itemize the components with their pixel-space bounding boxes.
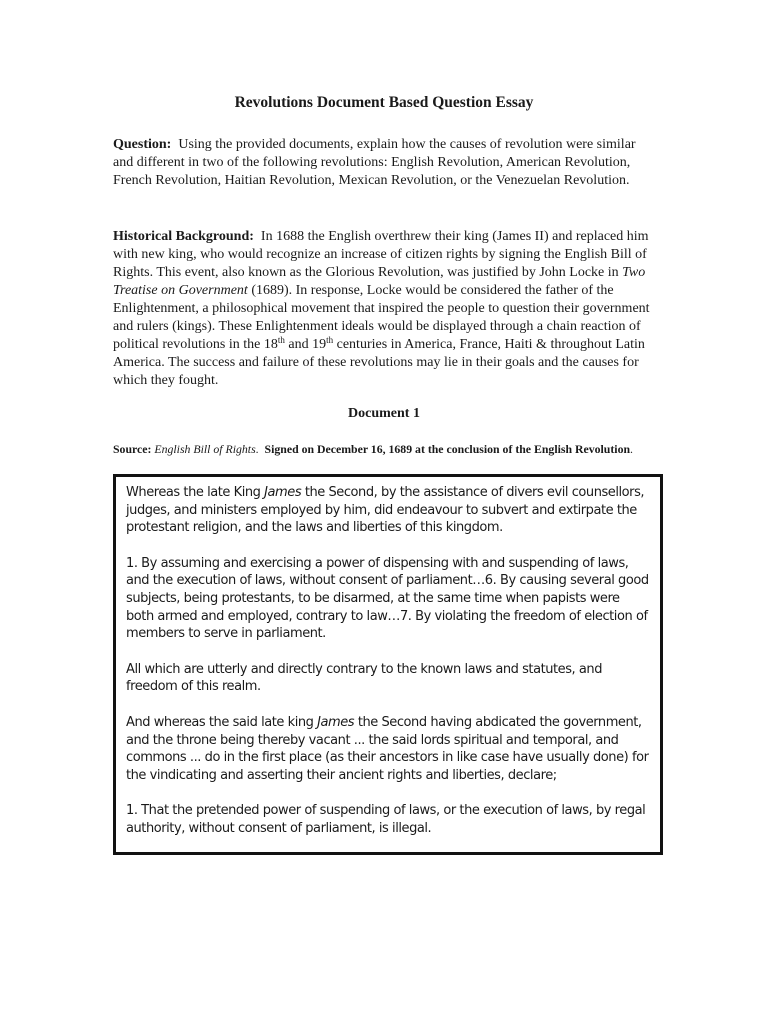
excerpt-p4-text-a: And whereas the said late king — [126, 714, 318, 730]
source-title: English Bill of Rights — [154, 442, 256, 456]
excerpt-paragraph-4 — [126, 714, 650, 784]
document-heading: Document 1 — [348, 406, 420, 421]
excerpt-paragraph-3: All which are utterly and directly contrary to the known laws and statutes, and freedom of this realm. — [126, 661, 603, 695]
background-label: Historical Background: — [113, 229, 254, 244]
document-excerpt-box — [113, 474, 663, 855]
excerpt-p1-name: James — [264, 485, 302, 500]
background-text-2: (1689). In response, Locke would be considered the father of the Enlightenment, a philosophical movement that inspired the people to question their government and rulers (kings). These Enlightenment ideals would be displayed through a chain reaction of political revolutions in the 18 — [113, 283, 650, 352]
background-text-4: centuries in America, France, Haiti & throughout Latin America. The success and failure of these revolutions may lie in their goals and the causes for which they fought. — [113, 337, 645, 388]
background-superscript-1: th — [277, 335, 285, 345]
excerpt-p4-name: James — [317, 714, 355, 730]
question-paragraph — [113, 136, 658, 190]
question-text: Using the provided documents, explain how the causes of revolution were similar and different in two of the following revolutions: English Revolution, American Revolution, French Revolution, Haitian Revolution, Mexican Revolution, or the Venezuelan Revolution. — [113, 137, 636, 188]
background-text-3: and 19 — [284, 337, 327, 352]
background-superscript-2: th — [326, 335, 334, 345]
question-label: Question: — [113, 137, 172, 152]
excerpt-p1-text-a: Whereas the late King — [126, 485, 265, 500]
document-source: Source: English Bill of Rights. Signed on December 16, 1689 at the conclusion of the English Revolution. — [113, 442, 633, 456]
excerpt-paragraph-1 — [126, 484, 650, 537]
excerpt-paragraph-5: 1. That the pretended power of suspending of laws, or the execution of laws, by regal authority, without consent of parliament, is illegal. — [126, 803, 646, 836]
background-text-1: In 1688 the English overthrew their king (James II) and replaced him with new king, who would recognize an increase of citizen rights by signing the English Bill of Rights. This event, also known as the Glorious Revolution, was justified by John Locke in — [113, 229, 649, 280]
excerpt-p1-text-b: the Second, by the assistance of divers evil counsellors, judges, and ministers employed by him, did endeavour to subvert and extirpate the protestant religion, and the laws and liberties of this kingdom. — [126, 485, 645, 536]
historical-background-paragraph — [113, 228, 658, 390]
source-label: Source: — [113, 442, 152, 456]
excerpt-paragraph-2: 1. By assuming and exercising a power of dispensing with and suspending of laws, and the execution of laws, without consent of parliament…6. By causing several good subjects, being protestants, to be disarmed, at the same time when papists were both armed and employed, contrary to law…7. By violating the freedom of election of members to serve in parliament. — [126, 555, 649, 642]
source-detail: Signed on December 16, 1689 at the conclusion of the English Revolution — [264, 442, 631, 456]
page-title: Revolutions Document Based Question Essay — [234, 94, 534, 111]
background-work-title: Two Treatise on Government — [113, 265, 646, 298]
excerpt-p4-text-b: the Second having abdicated the government, and the throne being thereby vacant ... the said lords spiritual and temporal, and commons ... do in the first place (as their ancestors in like case have usually done) for the vindicating and asserting their ancient rights and liberties, declare; — [126, 714, 649, 783]
